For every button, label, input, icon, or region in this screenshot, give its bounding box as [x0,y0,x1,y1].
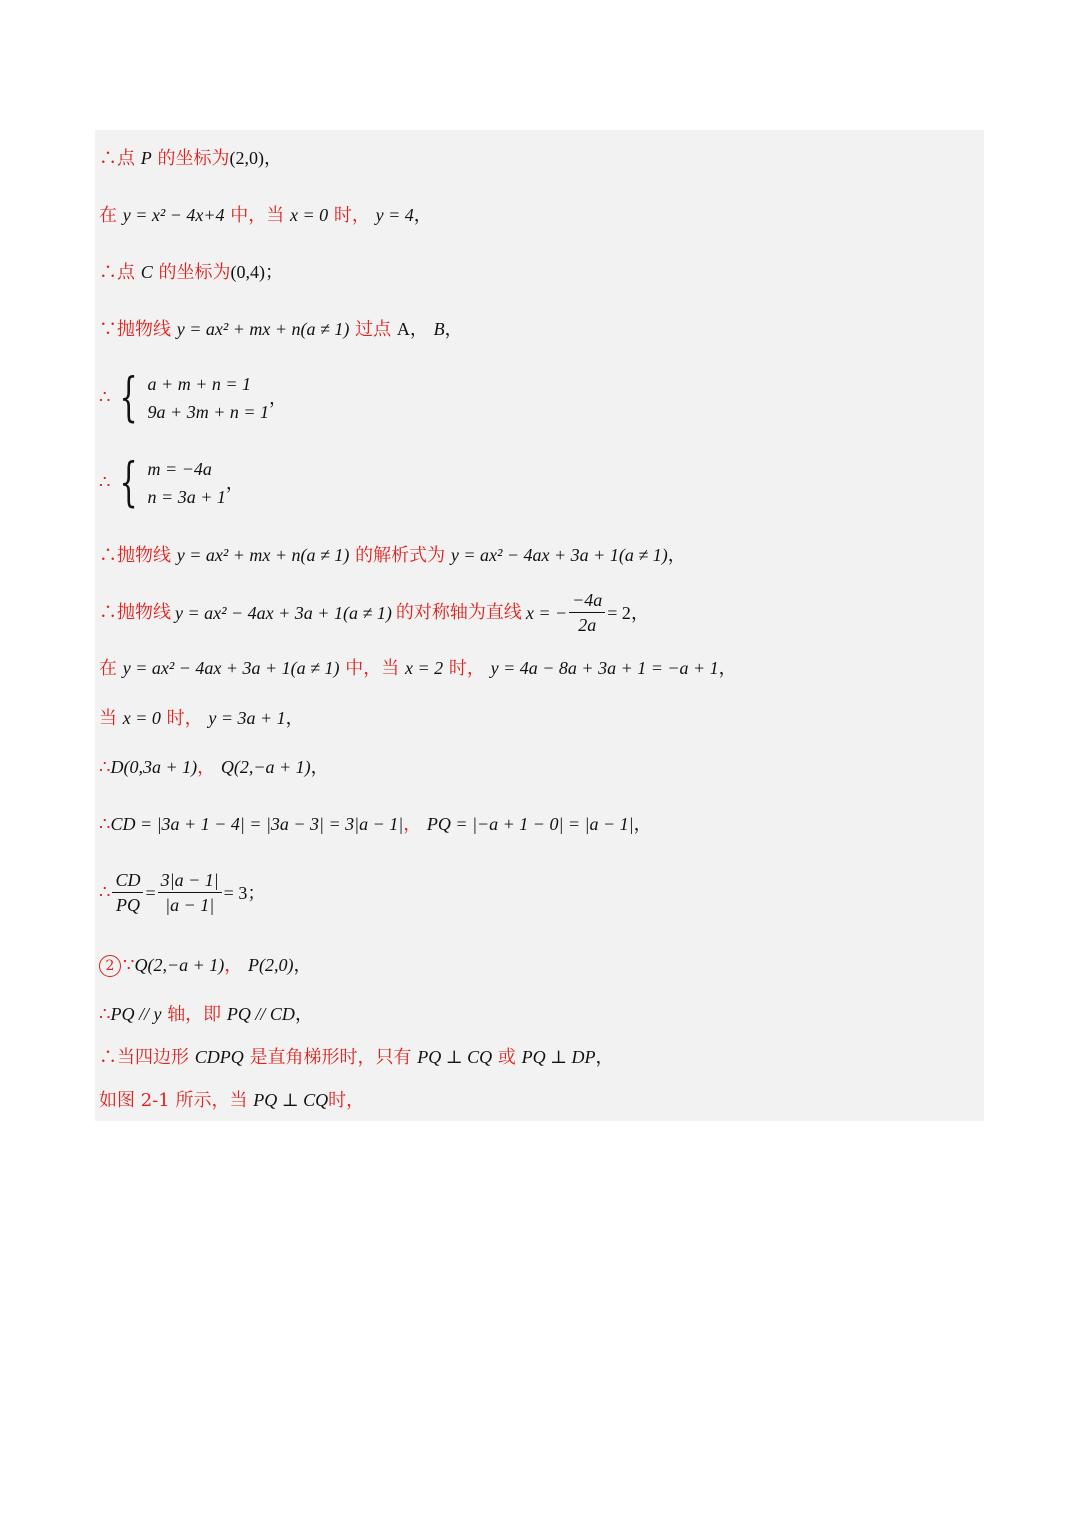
line-12 [99,812,652,837]
math: y = x² − 4x+4 [122,205,225,225]
text: ∴点 [99,148,135,169]
therefore-symbol: ∴ [99,387,111,408]
text: 的解析式为 [355,545,446,566]
text: 的对称轴为直线 [395,601,522,623]
equation-row: 9a + 3m + n = 1 [147,402,269,422]
denominator: |a − 1| [165,895,215,915]
text: ∴ [99,881,111,903]
text: ∴ [99,1004,111,1025]
punct: ， [633,814,652,834]
line-4 [99,317,463,342]
line-9 [99,656,737,681]
math: x = 0 [290,205,329,225]
punct: ， [630,602,649,623]
text: 时， [448,658,485,679]
math: y = ax² − 4ax + 3a + 1(a ≠ 1) [122,658,340,678]
math: PQ // CD [226,1004,295,1024]
line-15 [99,1002,313,1027]
math: y = 4 [375,205,414,225]
text: 中，当 [230,205,285,226]
punct: ， [293,955,312,975]
text: 或 [497,1047,516,1068]
text: ， [197,757,216,778]
line-10 [99,706,304,731]
math: PQ = |−a + 1 − 0| = |a − 1| [426,814,634,834]
punct: ； [264,262,283,282]
text: ， [224,955,243,976]
math: = 2 [607,602,631,623]
numerator: 3|a − 1| [158,868,222,893]
text: ∴当四边形 [99,1047,189,1068]
math: CD = |3a + 1 − 4| = |3a − 3| = 3|a − 1| [110,814,404,834]
punct: ， [444,319,463,339]
text: ∵抛物线 [99,319,171,340]
text: 中，当 [345,658,400,679]
punct: ， [409,319,428,339]
punct: ， [718,658,737,678]
therefore-symbol: ∴ [99,472,111,493]
line-7 [99,543,686,568]
math: = [145,882,156,903]
fraction [158,868,222,917]
text: 轴，即 [167,1004,222,1025]
system-rows [148,370,269,426]
equation-row: m = −4a [147,459,212,479]
equation-row: a + m + n = 1 [147,374,251,394]
math: x = 0 [122,708,161,728]
text: 时， [333,205,370,226]
denominator: 2a [578,615,597,635]
punct: ， [310,757,329,777]
math: B [433,319,445,339]
text: 时， [328,1090,365,1111]
math: PQ ⊥ CQ [417,1047,493,1067]
text: ∴ [99,757,111,778]
math: y = ax² − 4ax + 3a + 1(a ≠ 1) [175,602,392,623]
punct: ， [667,545,686,565]
line-16 [99,1045,614,1070]
math: PQ ⊥ DP [521,1047,596,1067]
math: PQ ⊥ CQ [253,1090,329,1110]
punct: ； [247,882,266,903]
punct: ， [294,1004,313,1024]
text: ∵ [123,955,135,976]
text: 过点 [355,319,392,340]
text: 的坐标为 [157,148,230,169]
text: ∴抛物线 [99,601,171,623]
math: C [140,262,153,282]
line-17 [99,1088,364,1113]
brace-icon: { [119,453,139,513]
math: x = − [525,602,568,623]
punct: ， [263,148,282,168]
text: 时， [166,708,203,729]
figure-ref: 2-1 [140,1090,170,1111]
text: ∴ [99,814,111,835]
punct: ， [269,388,287,408]
math: y = 4a − 8a + 3a + 1 = −a + 1 [490,658,719,678]
punct: ， [285,708,304,728]
text: 在 [99,205,117,226]
circled-number: 2 [99,955,121,977]
text: ∴点 [99,262,135,283]
fraction [569,588,605,637]
line-14 [99,953,311,978]
line-3 [99,260,283,285]
math: D(0,3a + 1) [110,757,198,777]
text: 当 [99,708,117,729]
math: y = ax² + mx + n(a ≠ 1) [176,545,350,565]
math: y = ax² + mx + n(a ≠ 1) [176,319,350,339]
math: y = 3a + 1 [208,708,286,728]
math: x = 2 [405,658,444,678]
math: PQ // y [110,1004,162,1024]
text: 所示，当 [175,1090,248,1111]
fraction [112,868,143,917]
numerator: −4a [569,588,605,613]
math: (0,4) [230,262,265,282]
math: P(2,0) [247,955,294,975]
math: A [396,319,410,339]
equation-system-1 [99,370,287,426]
math: (2,0) [229,148,264,168]
punct: ， [413,205,432,225]
solution-panel [95,130,984,1121]
numerator: CD [112,868,143,893]
punct: ， [595,1047,614,1067]
text: ， [403,814,422,835]
math: CDPQ [194,1047,244,1067]
system-rows [148,455,226,511]
math: = 3 [223,882,248,903]
math: y = ax² − 4ax + 3a + 1(a ≠ 1) [450,545,668,565]
math: Q(2,−a + 1) [220,757,311,777]
line-1 [99,146,282,171]
line-2 [99,203,432,228]
line-8 [99,588,649,637]
text: 如图 [99,1090,135,1111]
text: 在 [99,658,117,679]
equation-row: n = 3a + 1 [147,487,226,507]
math: Q(2,−a + 1) [134,955,225,975]
text: 是直角梯形时，只有 [249,1047,412,1068]
text: ∴抛物线 [99,545,171,566]
brace-icon: { [119,368,139,428]
text: 的坐标为 [158,262,231,283]
line-13 [99,868,265,917]
denominator: PQ [115,895,140,915]
equation-system-2 [99,455,244,511]
punct: ， [225,473,244,493]
math: P [140,148,152,168]
line-11 [99,755,329,780]
